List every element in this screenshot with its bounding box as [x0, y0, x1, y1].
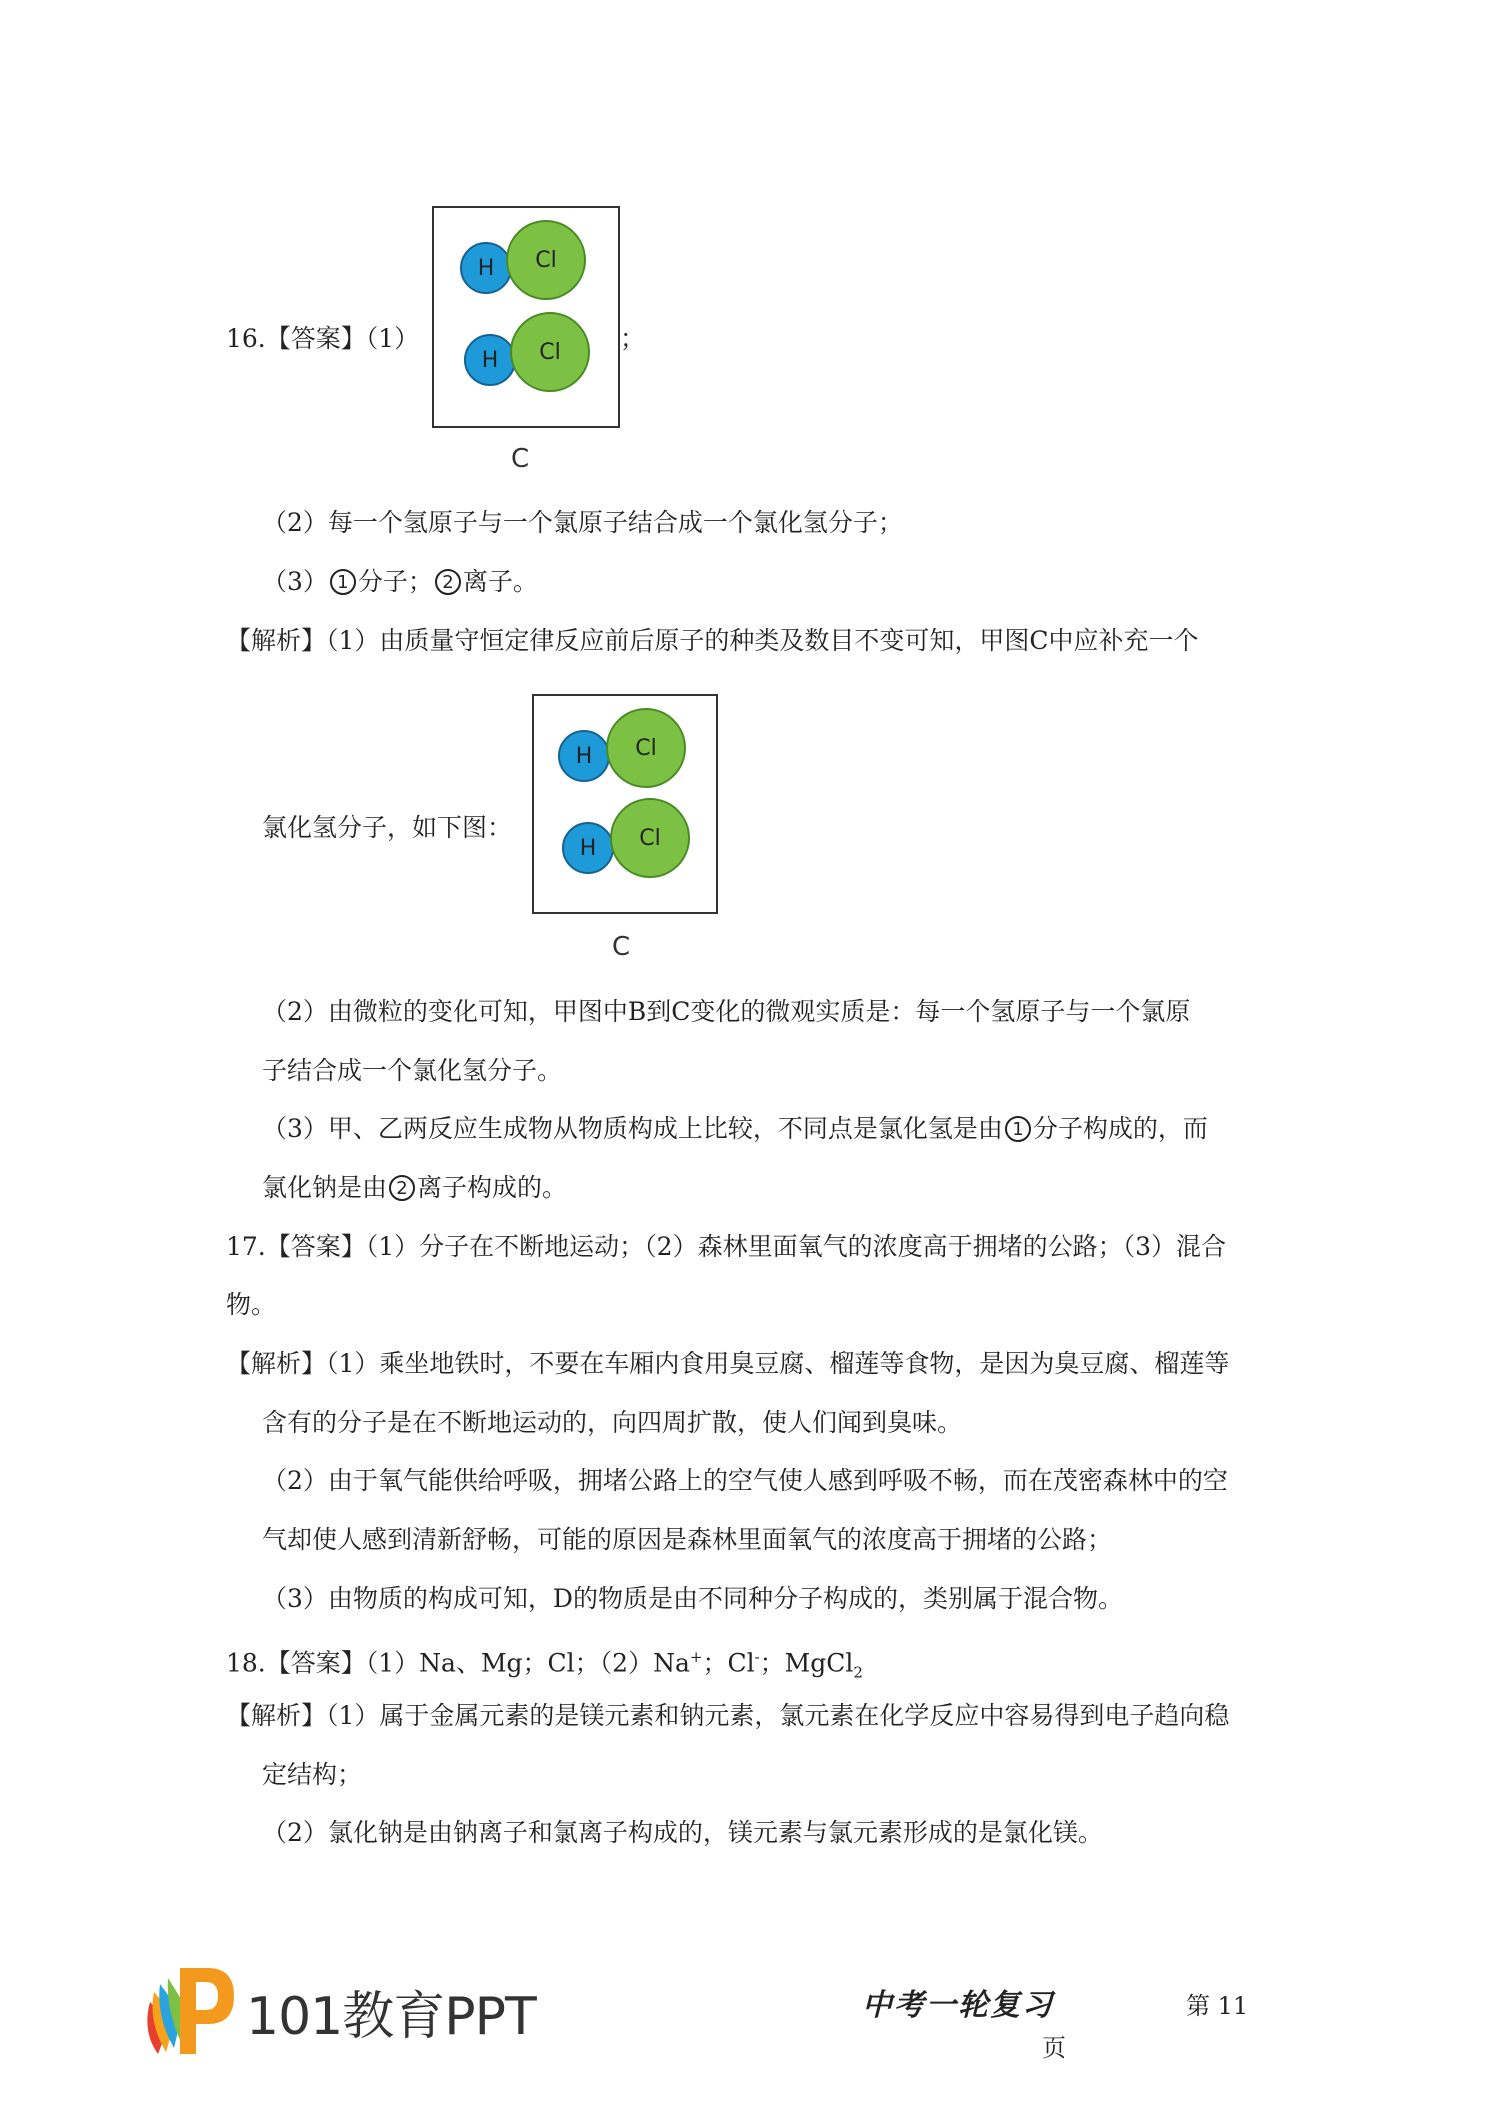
- text: ；MgCl: [759, 1648, 854, 1678]
- q16-analysis-2-l2: 子结合成一个氯化氢分子。: [262, 1056, 563, 1085]
- q16-analysis-2-l1: （2）由微粒的变化可知，甲图中B到C变化的微观实质是：每一个氢原子与一个氯原: [262, 997, 1191, 1026]
- circled-number: 1: [1005, 1116, 1031, 1142]
- hcl-figure-answer: [432, 206, 620, 428]
- q16-answer-3: [262, 565, 538, 599]
- q16-analysis-1-cont: 氯化氢分子，如下图：: [262, 813, 513, 842]
- q16-answer-suffix: ；: [620, 324, 646, 353]
- text: 分子；: [357, 567, 433, 596]
- chlorine-atom: Cl: [610, 798, 690, 878]
- hcl-figure-analysis: [532, 694, 718, 914]
- text: （3）: [262, 567, 328, 596]
- q18-analysis-1-l1: 【解析】（1）属于金属元素的是镁元素和钠元素，氯元素在化学反应中容易得到电子趋向稳: [226, 1701, 1230, 1730]
- page-number: 第 11: [1186, 1992, 1249, 2020]
- q16-answer-2: （2）每一个氢原子与一个氯原子结合成一个氯化氢分子；: [262, 508, 903, 537]
- figure-caption: C: [612, 932, 631, 962]
- text: 氯化钠是由: [262, 1173, 388, 1202]
- q18-answer: [226, 1640, 863, 1689]
- charge-superscript: -: [754, 1648, 760, 1666]
- q17-analysis-1-l2: 含有的分子是在不断地运动的，向四周扩散，使人们闻到臭味。: [262, 1408, 963, 1437]
- circled-number: 2: [435, 569, 461, 595]
- chlorine-atom: Cl: [606, 708, 686, 788]
- text: 离子构成的。: [417, 1173, 568, 1202]
- text: ；Cl: [702, 1648, 755, 1678]
- page-number-suffix: 页: [1042, 2034, 1066, 2062]
- figure-caption: C: [511, 444, 530, 474]
- q17-analysis-3: （3）由物质的构成可知，D的物质是由不同种分子构成的，类别属于混合物。: [262, 1584, 1123, 1613]
- hydrogen-atom: H: [460, 242, 512, 294]
- circled-number: 1: [330, 569, 356, 595]
- q16-analysis-1: 【解析】（1）由质量守恒定律反应前后原子的种类及数目不变可知，甲图C中应补充一个: [226, 626, 1199, 655]
- series-title: 中考一轮复习: [862, 1988, 1054, 2023]
- text: （3）甲、乙两反应生成物从物质构成上比较，不同点是氯化氢是由: [262, 1114, 1003, 1143]
- logo-text: 101教育PPT: [246, 1987, 536, 2047]
- hydrogen-atom: H: [558, 730, 610, 782]
- chlorine-atom: Cl: [506, 220, 586, 300]
- q16-answer-prefix: 16.【答案】（1）: [226, 324, 420, 353]
- q16-analysis-3-l2: [262, 1171, 567, 1205]
- hydrogen-atom: H: [562, 822, 614, 874]
- subscript: 2: [853, 1663, 863, 1682]
- q17-answer-l2: 物。: [226, 1290, 277, 1319]
- q17-analysis-2-l1: （2）由于氧气能供给呼吸，拥堵公路上的空气使人感到呼吸不畅，而在茂密森林中的空: [262, 1466, 1228, 1495]
- text: 18.【答案】（1）Na、Mg；Cl；（2）Na: [226, 1648, 690, 1678]
- q17-analysis-2-l2: 气却使人感到清新舒畅，可能的原因是森林里面氧气的浓度高于拥堵的公路；: [262, 1525, 1113, 1554]
- q16-analysis-3-l1: [262, 1112, 1208, 1146]
- q17-answer-l1: 17.【答案】（1）分子在不断地运动；（2）森林里面氧气的浓度高于拥堵的公路；（3）混合: [226, 1232, 1226, 1261]
- text: 分子构成的，而: [1032, 1114, 1208, 1143]
- charge-superscript: +: [689, 1648, 703, 1666]
- circled-number: 2: [389, 1175, 415, 1201]
- hydrogen-atom: H: [464, 334, 516, 386]
- q17-analysis-1-l1: 【解析】（1）乘坐地铁时，不要在车厢内食用臭豆腐、榴莲等食物，是因为臭豆腐、榴莲等: [226, 1349, 1230, 1378]
- text: 离子。: [462, 567, 538, 596]
- q18-analysis-1-l2: 定结构；: [262, 1760, 363, 1789]
- chlorine-atom: Cl: [510, 312, 590, 392]
- logo-icon: [140, 1962, 240, 2058]
- q18-analysis-2: （2）氯化钠是由钠离子和氯离子构成的，镁元素与氯元素形成的是氯化镁。: [262, 1818, 1103, 1847]
